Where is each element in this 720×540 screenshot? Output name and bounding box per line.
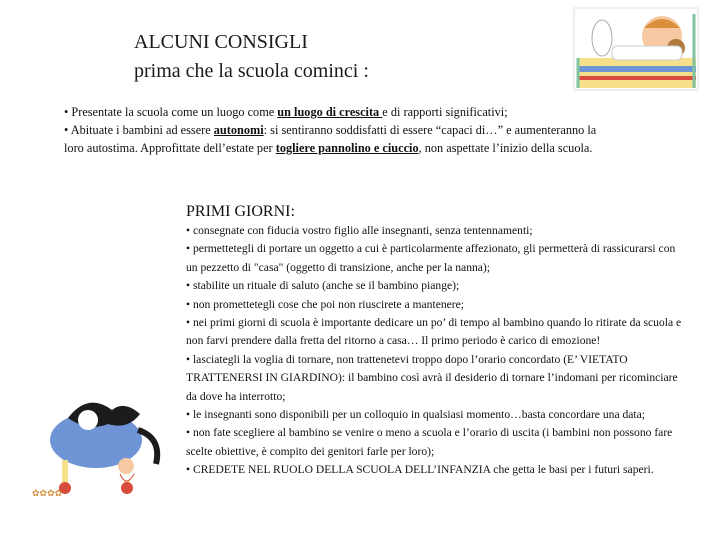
page-title xyxy=(134,28,369,86)
list-item: • permettetegli di portare un oggetto a cui è particolarmente affezionato, gli permetterà di rassicurarsi con un pezzetto di "casa" (oggetto di transizione, anche per la nanna); xyxy=(186,242,676,274)
sleeping-baby-illustration xyxy=(572,6,700,92)
title-line-2: prima che la scuola cominci : xyxy=(134,60,369,82)
list-item: • non promettetegli cose che poi non riuscirete a mantenere; xyxy=(186,297,465,311)
list-item: • non fate scegliere al bambino se venire o meno a scuola e l’orario di uscita (i bambini non possono fare scelte obiettive, è compito dei genitori farle per loro); xyxy=(186,426,673,458)
list-item: • CREDETE NEL RUOLO DELLA SCUOLA DELL’INFANZIA che getta le basi per i futuri saperi. xyxy=(186,463,654,477)
list-item: • le insegnanti sono disponibili per un colloquio in qualsiasi momento…basta concordare una data; xyxy=(186,408,646,422)
list-item: • nei primi giorni di scuola è importante dedicare un po’ di tempo al bambino quando lo ritirate da scuola e non farvi prendere dalla fretta del ritorno a casa… Il primo periodo è carico di emozione! xyxy=(186,316,682,348)
intro-paragraph-2: • Abituate i bambini ad essere autonomi: si sentiranno soddisfatti di essere “capaci di…” e aumenteranno la loro autostima. Approfittate dell’estate per togliere pannolino e ciuccio, non aspettate l’inizio della scuola. xyxy=(64,123,597,155)
list-item: • lasciategli la voglia di tornare, non trattenetevi troppo dopo l’orario concordato (E’ VIETATO TRATTENERSI IN GIARDINO): il bambino così avrà il desiderio di tornare l’indomani per ricominciare da dove ha interrotto; xyxy=(186,352,678,403)
primi-giorni-heading: PRIMI GIORNI: xyxy=(186,203,295,220)
intro-text xyxy=(64,103,612,157)
primi-giorni-list xyxy=(186,222,688,480)
intro-paragraph-1: • Presentate la scuola come un luogo come un luogo di crescita e di rapporti significativi; xyxy=(64,105,508,119)
list-item: • stabilite un rituale di saluto (anche se il bambino piange); xyxy=(186,279,460,293)
title-line-1: ALCUNI CONSIGLI xyxy=(134,31,308,53)
list-item: • consegnate con fiducia vostro figlio alle insegnanti, senza tentennamenti; xyxy=(186,224,533,237)
svg-text:✿✿✿✿: ✿✿✿✿ xyxy=(32,489,63,499)
toy-horse-cats-illustration xyxy=(28,380,178,500)
